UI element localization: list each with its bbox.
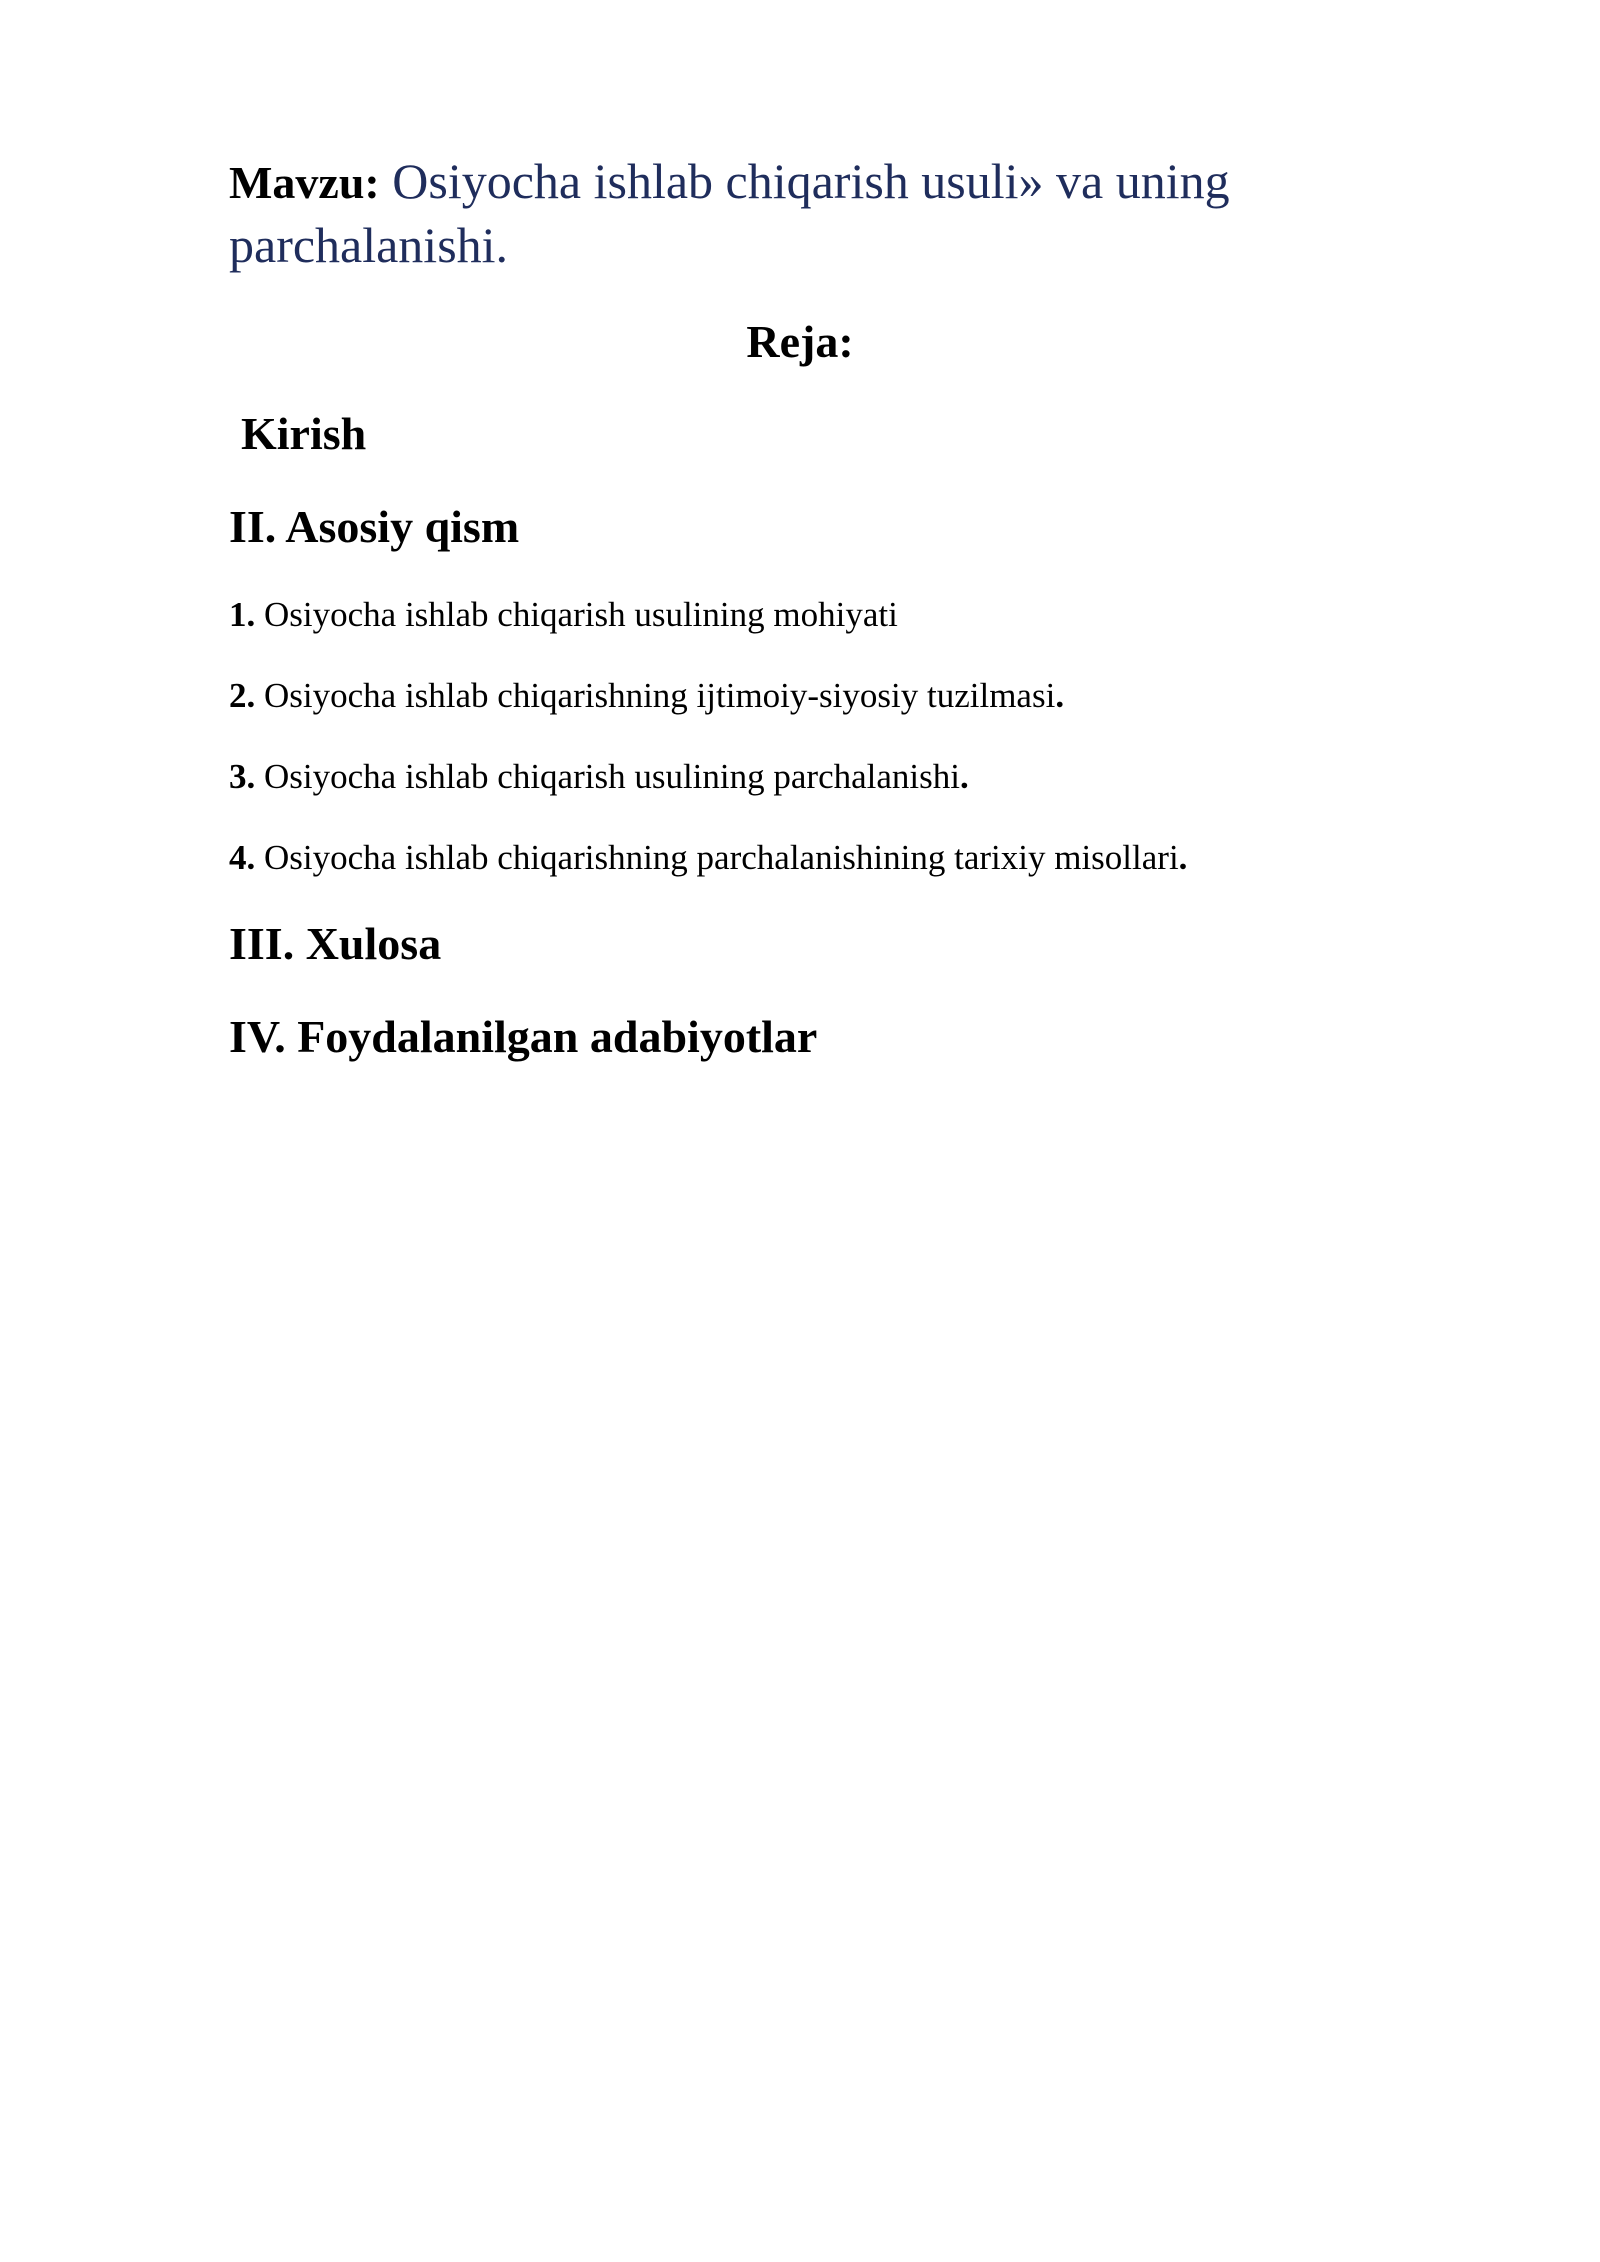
section-main: II. Asosiy qism xyxy=(229,501,520,552)
plan-item-period: . xyxy=(1178,838,1188,877)
plan-heading: Reja: xyxy=(746,316,854,367)
plan-item-number: 4. xyxy=(229,838,256,877)
plan-item-text: Osiyocha ishlab chiqarish usulining mohiyati xyxy=(264,595,898,634)
topic-title: Osiyocha ishlab chiqarish usuli» va uning parchalanishi. xyxy=(229,153,1230,273)
plan-item-number: 1. xyxy=(229,595,256,634)
plan-item-period: . xyxy=(1055,676,1065,715)
topic-line xyxy=(229,150,1371,276)
plan-item-text: Osiyocha ishlab chiqarishning ijtimoiy-siyosiy tuzilmasi xyxy=(264,676,1056,715)
plan-item xyxy=(229,673,1371,719)
plan-item xyxy=(229,592,1371,638)
plan-item-number: 2. xyxy=(229,676,256,715)
plan-item-text: Osiyocha ishlab chiqarish usulining parchalanishi xyxy=(264,757,960,796)
section-references: IV. Foydalanilgan adabiyotlar xyxy=(229,1011,818,1062)
topic-label: Mavzu: xyxy=(229,157,380,208)
plan-item-text: Osiyocha ishlab chiqarishning parchalanishining tarixiy misollari xyxy=(264,838,1179,877)
plan-item xyxy=(229,835,1371,881)
section-intro: Kirish xyxy=(241,408,367,459)
section-conclusion: III. Xulosa xyxy=(229,918,442,969)
plan-item xyxy=(229,754,1371,800)
plan-item-number: 3. xyxy=(229,757,256,796)
plan-item-period: . xyxy=(959,757,969,796)
